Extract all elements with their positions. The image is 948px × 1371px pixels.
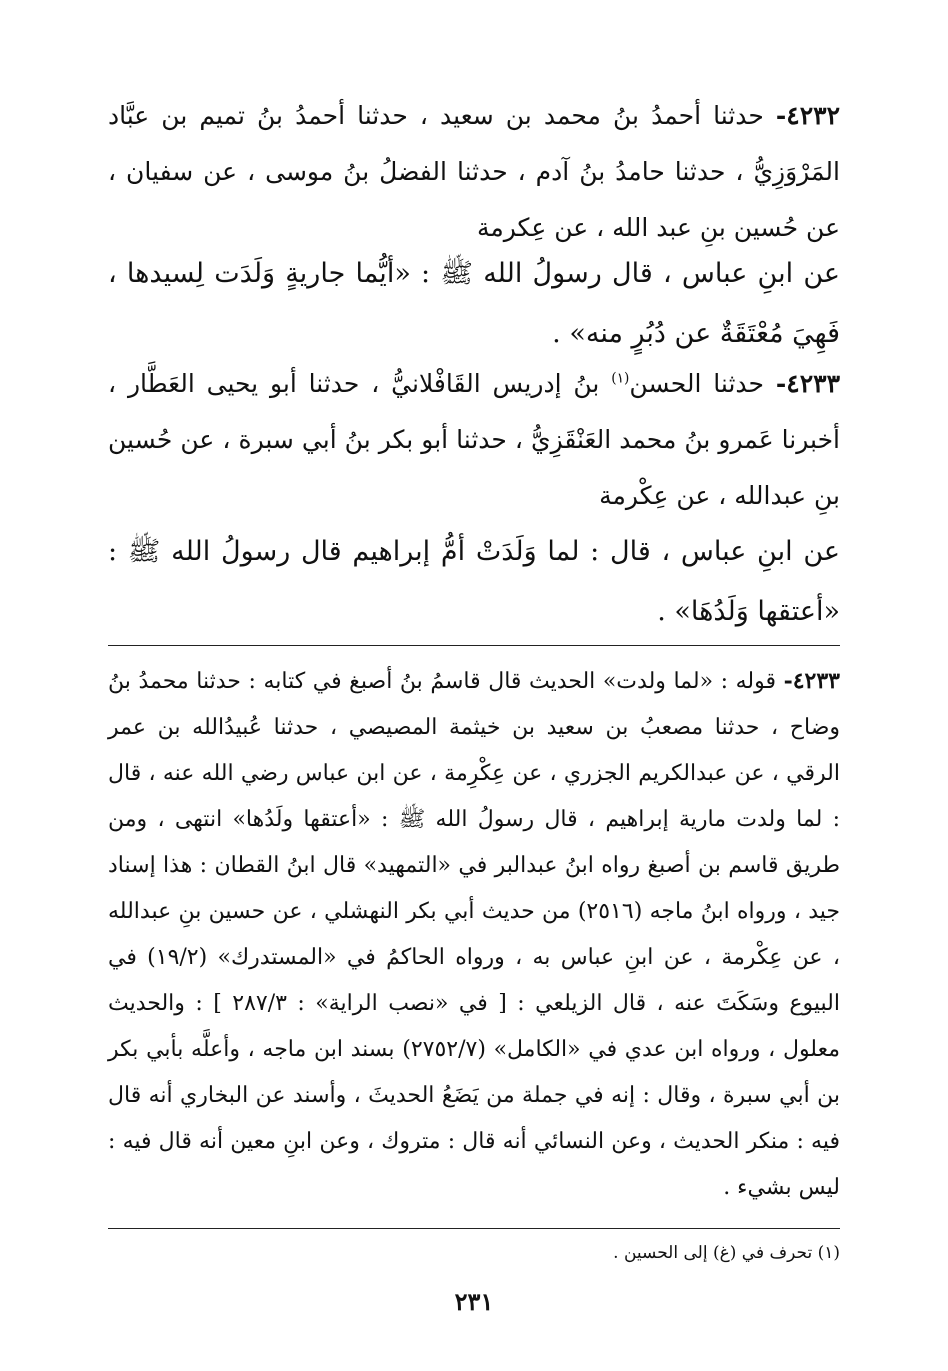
footnote-separator [108, 1228, 840, 1229]
isnad-text: حدثنا أحمدُ بنُ محمد بن سعيد ، حدثنا أحمدُ بنُ تميم بن عبَّاد المَرْوَزِيُّ ، حدثنا حامدُ بنُ آدم ، حدثنا الفضلُ بنُ موسى ، عن سفيان ، عن حُسين بنِ عبد الله ، عن عِكرمة [108, 101, 840, 242]
hadith-4232-isnad [108, 88, 840, 256]
commentary-separator [108, 645, 840, 646]
isnad-text-part1: حدثنا الحسن [629, 369, 765, 398]
commentary-text: قوله : «لما ولدت» الحديث قال قاسمُ بنُ أصبغ في كتابه : حدثنا محمدُ بنُ وضاح ، حدثنا مصعبُ بن سعيد بن خيثمة المصيصي ، حدثنا عُبيدُالله بن عمر الرقي ، عن عبدالكريم الجزري ، عن عِكْرِمة ، عن ابن عباس رضي الله عنه ، قال : لما ولدت مارية إبراهيم ، قال رسولُ الله ﷺ : «أعتقها ولَدُها» انتهى ، ومن طريق قاسم بن أصبغ رواه ابنُ عبدالبر في «التمهيد» قال ابنُ القطان : هذا إسناد جيد ، ورواه ابنُ ماجه (٢٥١٦) من حديث أبي بكر النهشلي ، عن حسين بنِ عبدالله ، عن عِكْرمة ، عن ابنِ عباس به ، ورواه الحاكمُ في «المستدرك» (١٩/٢) في البيوع وسَكَتَ عنه ، قال الزيلعي : [ في «نصب الراية» : ٢٨٧/٣ ] : والحديث معلول ، ورواه ابن عدي في «الكامل» (٢٧٥٢/٧) بسند ابن ماجه ، وأعلَّه بأبي بكر بن أبي سبرة ، وقال : إنه في جملة من يَضَعُ الحديثَ ، وأسند عن البخاري أنه قال فيه : منكر الحديث ، وعن النسائي أنه قال : متروك ، وعن ابنِ معين أنه قال فيه : ليس بشيء . [108, 669, 841, 1200]
hadith-number: ٤٢٣٢- [775, 101, 840, 130]
footnote: (١) تحرف في (غ) إلى الحسين . [613, 1243, 840, 1263]
commentary-4233 [108, 658, 840, 1211]
hadith-4233-matn: عن ابنِ عباس ، قال : لما وَلَدَتْ أمُّ إبراهيم قال رسولُ الله ﷺ : «أعتقها وَلَدُهَا» . [108, 536, 840, 627]
hadith-4233-isnad [108, 356, 840, 524]
page-number: ٢٣١ [454, 1287, 494, 1316]
isnad-text-part2: بنُ إدريس القَافْلانيُّ ، حدثنا أبو يحيى العَطَّار ، أخبرنا عَمرو بنُ محمد العَنْقَزِيُّ ، حدثنا أبو بكر بنُ أبي سبرة ، عن حُسين بنِ عبدالله ، عن عِكْرمة [108, 369, 840, 510]
hadith-number: ٤٢٣٣- [775, 369, 840, 398]
commentary-number: ٤٢٣٣- [783, 668, 840, 694]
hadith-4232-matn: عن ابنِ عباس ، قال رسولُ الله ﷺ : «أيُّما جاريةٍ وَلَدَت لِسيدها ، فَهِيَ مُعْتَقَةٌ عن دُبُرٍ منه» . [108, 258, 840, 349]
footnote-marker: (١) [611, 370, 630, 387]
